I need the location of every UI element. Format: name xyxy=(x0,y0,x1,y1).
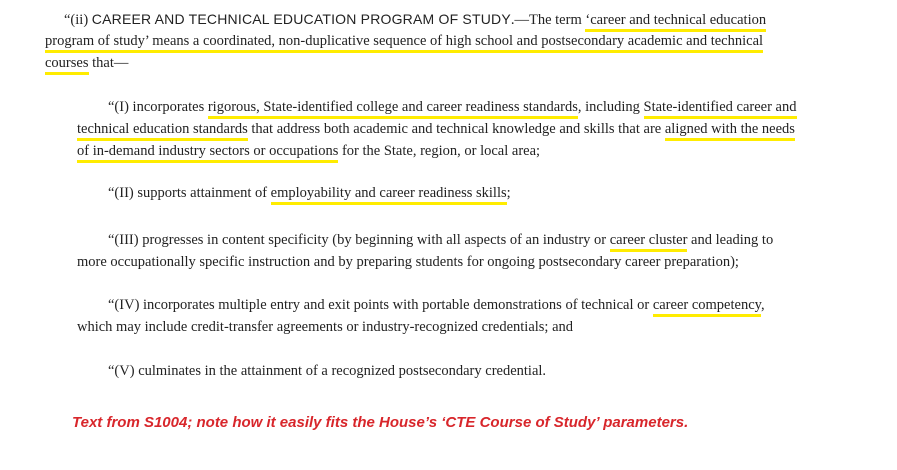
item-i-line-2 xyxy=(77,118,797,140)
item-i-tail: for the State, region, or local area; xyxy=(338,143,541,159)
item-i-line-3 xyxy=(77,140,797,162)
item-i-mid2: that address both academic and technical knowledge and skills that are xyxy=(247,121,665,137)
item-iv-line-1 xyxy=(77,294,765,316)
highlight-readiness-standards: rigorous, State-identified college and career readiness standards xyxy=(208,99,578,119)
item-i-paragraph xyxy=(77,96,797,162)
item-ii-tail: ; xyxy=(506,185,511,201)
item-iv-line-2: which may include credit-transfer agreements or industry-recognized credentials; and xyxy=(77,319,574,335)
item-ii-line-1 xyxy=(77,182,511,204)
highlight-in-demand: of in-demand industry sectors or occupations xyxy=(77,143,338,163)
item-i-lead: “(I) incorporates xyxy=(108,99,208,115)
highlight-employability: employability and career readiness skills xyxy=(271,185,507,205)
item-v-line-1 xyxy=(77,360,546,382)
highlight-career-cluster: career cluster xyxy=(610,232,688,252)
item-iii-line-2: more occupationally specific instruction and by preparing students for ongoing postsecondary career preparation); xyxy=(77,254,739,270)
highlight-career-competency: career competency xyxy=(653,297,761,317)
intro-dash: .—The term xyxy=(510,12,586,28)
section-heading: CAREER AND TECHNICAL EDUCATION PROGRAM OF STUDY xyxy=(91,11,511,27)
item-iii-line-1 xyxy=(77,229,773,251)
highlight-state-career: State-identified career and xyxy=(644,99,797,119)
intro-paragraph xyxy=(45,8,766,74)
item-iv-paragraph xyxy=(77,294,765,338)
highlight-term-start: ‘career and technical education xyxy=(585,12,766,32)
highlight-courses: courses xyxy=(45,55,89,75)
item-v-paragraph xyxy=(77,360,546,382)
item-iii-paragraph xyxy=(77,229,773,273)
intro-tail: that— xyxy=(88,55,129,71)
intro-lead: “(ii) xyxy=(64,12,92,28)
intro-line-1 xyxy=(45,8,766,30)
item-i-mid: , including xyxy=(577,99,644,115)
item-iv-lead: “(IV) incorporates multiple entry and exit points with portable demonstrations of technical or xyxy=(108,297,653,313)
intro-line-2 xyxy=(45,30,766,52)
item-iv-tail: , xyxy=(760,297,765,313)
item-iii-tail: and leading to xyxy=(687,232,774,248)
item-v-text: “(V) culminates in the attainment of a recognized postsecondary credential. xyxy=(108,363,547,379)
item-ii-paragraph xyxy=(77,182,511,204)
caption-note: Text from S1004; note how it easily fits the House’s ‘CTE Course of Study’ parameters. xyxy=(72,414,689,431)
item-ii-lead: “(II) supports attainment of xyxy=(108,185,271,201)
highlight-definition: program of study’ means a coordinated, non-duplicative sequence of high school and postsecondary academic and technical xyxy=(45,33,763,53)
item-i-line-1 xyxy=(77,96,797,118)
highlight-aligned-needs: aligned with the needs xyxy=(665,121,795,141)
highlight-cte-standards: technical education standards xyxy=(77,121,248,141)
item-iii-lead: “(III) progresses in content specificity (by beginning with all aspects of an industry or xyxy=(108,232,610,248)
intro-line-3 xyxy=(45,52,766,74)
